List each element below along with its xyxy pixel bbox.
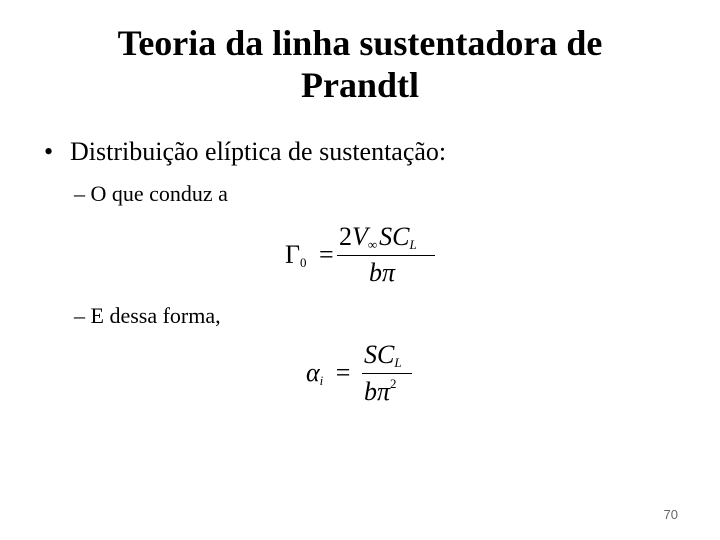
- gamma-symbol: Γ: [285, 240, 301, 269]
- fraction-bar: [337, 255, 435, 256]
- lift-coefficient-symbol: C: [392, 222, 410, 251]
- pi-symbol: π: [382, 258, 396, 287]
- pi-symbol: π: [377, 377, 391, 406]
- bullet-sub-1-text: O que conduz a: [90, 181, 228, 206]
- bullet-main-text: Distribuição elíptica de sustentação:: [70, 137, 447, 166]
- equation-numerator: [339, 222, 417, 253]
- equation-denominator: [364, 376, 397, 407]
- alpha-subscript: i: [319, 373, 324, 388]
- area-symbol: S: [379, 222, 393, 251]
- bullet-main: [44, 135, 446, 169]
- pi-exponent: 2: [390, 376, 397, 391]
- equation-lhs: [306, 358, 350, 389]
- equals-sign: =: [319, 240, 334, 269]
- bullet-sub-2-text: E dessa forma,: [90, 303, 221, 328]
- equals-sign: =: [335, 358, 351, 387]
- equation-numerator: [364, 340, 402, 371]
- bullet-sub-1: [74, 180, 228, 208]
- bullet-sub-2: [74, 302, 221, 330]
- span-symbol: b: [364, 377, 377, 406]
- area-symbol: S: [364, 340, 377, 369]
- gamma-subscript: 0: [300, 255, 307, 270]
- coefficient: 2: [339, 222, 352, 251]
- dash-icon: –: [74, 181, 85, 206]
- slide-title: [40, 22, 680, 106]
- alpha-symbol: α: [306, 358, 320, 387]
- equation-induced-angle: [306, 340, 426, 408]
- slide-title-line-2: Prandtl: [300, 65, 419, 105]
- page-number: 70: [663, 507, 678, 522]
- equation-circulation: [285, 222, 445, 290]
- velocity-subscript: ∞: [367, 237, 378, 252]
- bullet-dot-icon: •: [44, 137, 54, 166]
- equation-lhs: [285, 240, 334, 271]
- velocity-symbol: V: [352, 222, 368, 251]
- span-symbol: b: [369, 258, 382, 287]
- lift-coefficient-subscript: L: [409, 237, 417, 252]
- fraction-bar: [362, 373, 412, 374]
- equation-denominator: [369, 258, 395, 288]
- dash-icon: –: [74, 303, 85, 328]
- lift-coefficient-subscript: L: [394, 355, 402, 370]
- lift-coefficient-symbol: C: [377, 340, 395, 369]
- slide-title-line-1: Teoria da linha sustentadora de: [117, 23, 603, 63]
